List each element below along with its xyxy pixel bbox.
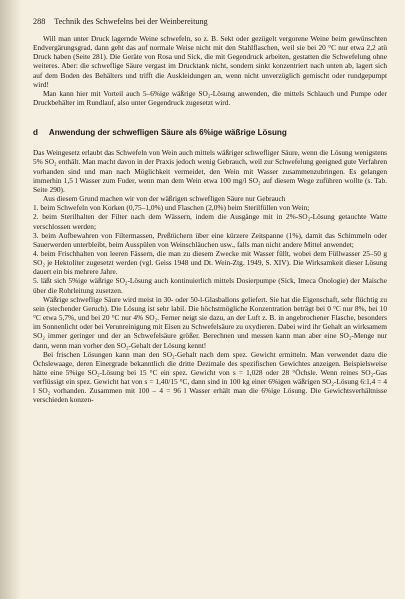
body-paragraph: Das Weingesetz erlaubt das Schwefeln von Wein auch mittels wäßriger schwefliger Säure, wenn die Lösung wenigstens 5% SO₂ enthält. Man macht davon in der Praxis jedoch wenig Gebrauch, weil zur Schwefelung geeigned gute Verfahren vorhanden sind und man nach Möglichkeit vermeidet, den Wein mit Wasser zusammenzubringen. Es gelangen immerhin 1,5 l Wasser zum Fuder, wenn man dem Wein etwa 100 mg/l SO₂ auf diesem Wege zuführen wollte (s. Tab. Seite 290).	[33, 148, 387, 194]
intro-paragraph: Will man unter Druck lagernde Weine schwefeln, so z. B. Sekt oder gezügelt vergorene Weine beim gewünschten Endvergärungsgrad, dann geht das auf normale Weise nicht mit den Stahlflaschen, weil sie bei 20 °C nur etwa 2,2 atü Druck haben (Seite 281). Die Geräte von Rosa und Sick, die mit Gegendruck arbeiten, gestatten die Schwefelung ohne weiteres. Aber: die schweflige Säure vergast im Drucktank nicht, sondern sinkt konzentriert nach unten ab, lagert sich auf dem Boden des Behälters und trifft die Auskleidungen an, wenn nicht unverzüglich gemischt oder rundgepumpt wird!	[33, 34, 387, 89]
list-item: 2. beim Sterilhalten der Filter nach dem Wässern, indem die Ausgänge mit in 2%-SO₂-Lösung getauchte Watte verschlossen werden;	[33, 212, 387, 231]
body-paragraph: Aus diesem Grund machen wir von der wäßrigen schwefligen Säure nur Gebrauch	[43, 194, 286, 204]
section-heading	[33, 128, 387, 138]
body-paragraph: Wäßrige schweflige Säure wird meist in 30- oder 50-l-Glasballons geliefert. Sie hat die Eigenschaft, sehr flüchtig zu sein (stechender Geruch). Die Lösung ist sehr labil. Die höchstmögliche Konzentration beträgt bei 0 °C nur 8%, bei 10 °C etwa 5,7%, und bei 20 °C nur 4% SO₂. Ferner neigt sie dazu, an der Luft z. B. in angebrochener Flasche, besonders im Sonnenlicht oder bei Verunreinigung mit Eisen zu Schwefelsäure zu oxydieren. Dabei wird ihr Gehalt an wirksamem SO₂ immer geringer und der an Schwefelsäure größer. Berechnen und messen kann man aber eine SO₂-Menge nur dann, wenn man vorher den SO₂-Gehalt der Lösung kennt!	[33, 294, 387, 350]
section-title: Anwendung der schwefligen Säure als 6%ige wäßrige Lösung	[48, 128, 287, 138]
page-number: 288	[33, 17, 46, 26]
list-item: 5. läßt sich 5%ige wäßrige SO₂-Lösung auch kontinuierlich mittels Dosierpumpe (Sick, Imeca Önologie) der Maische über die Rohrleitung zusetzen.	[33, 276, 387, 295]
list-item: 3. beim Aufbewahren von Filtermassen, Preßtüchern über eine kürzere Zeitspanne (1%), damit das Schimmeln oder Sauerwerden unterbleibt, beim Ausspülen von Weinschläuchen usw., falls man nicht andere Mittel anwendet;	[33, 230, 387, 249]
intro-paragraph: Man kann hier mit Vorteil auch 5–6%ige wäßrige SO₂-Lösung anwenden, die mittels Schlauch und Pumpe oder Druckbehälter im Rundlauf, also unter Gegendruck zugesetzt wird.	[33, 88, 387, 108]
list-item: 4. beim Frischhalten von leeren Fässern, die man zu diesem Zwecke mit Wasser füllt, wobei dem Füllwasser 25–50 g SO₂ je Hektoliter zugesetzt werden (vgl. Geiss 1948 und Dt. Wein-Ztg. 1949, S. XIV). Die Wirksamkeit dieser Lösung dauert ein bis mehrere Jahre.	[33, 248, 387, 277]
list-item: 1. beim Schwefeln von Korken (0,75–1,0%) und Flaschen (2,0%) beim Sterilfüllen von Wein;	[33, 203, 310, 213]
running-header	[33, 17, 387, 27]
body-paragraph: Bei frischen Lösungen kann man den SO₂-Gehalt nach dem spez. Gewicht ermitteln. Man verwendet dazu die Öchslewaage, deren Einergrade bekanntlich die dritte Dezimale des spezifischen Gewichtes anzeigen. Beispielsweise hätte eine 5%ige SO₂-Lösung bei 15 °C ein spez. Gewicht von s = 1,028 oder 28 °Öchsle. Wenn reines SO₂-Gas verflüssigt ein spez. Gewicht hat von s = 1,40/15 °C, dann sind in 100 kg einer 6%igen wäßrigen SO₂-Lösung 6:1,4 = 4 l SO₂ vorhanden. Zusammen mit 100 – 4 = 96 l Wasser erhält man die 6%ige Lösung. Die Gewichtsverhältnisse verschieden konzen-	[33, 349, 387, 405]
page-gutter-shadow	[0, 0, 22, 599]
running-title: Technik des Schwefelns bei der Weinbereitung	[54, 17, 208, 26]
section-letter: d	[33, 128, 38, 138]
